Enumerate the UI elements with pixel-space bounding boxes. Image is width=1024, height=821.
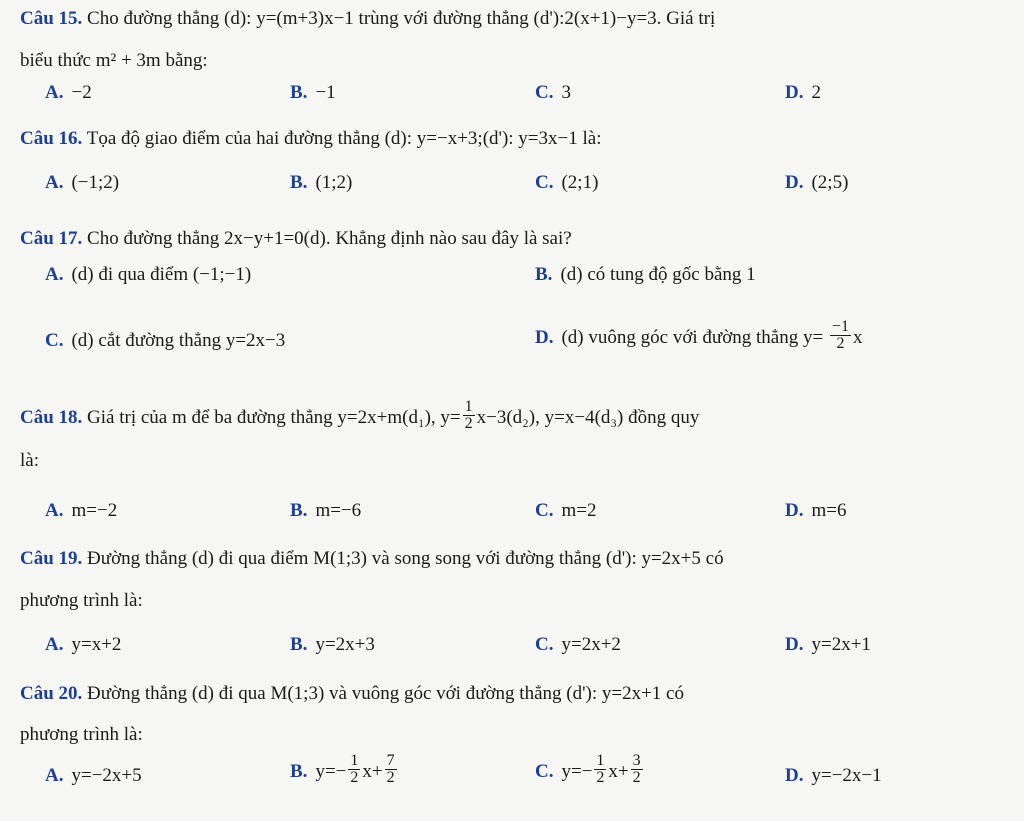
question-text: Đường thẳng (d) đi qua điểm M(1;3) và song song với đường thẳng (d'): y=2x+5 có — [87, 548, 724, 569]
option-b[interactable] — [290, 752, 399, 789]
question-text: x−3(d₂), y=x−4(d₃) đồng quy — [476, 406, 700, 428]
fraction — [348, 753, 360, 786]
option-label: A. — [45, 264, 64, 285]
option-label: C. — [535, 172, 554, 193]
option-value: m=6 — [811, 500, 847, 521]
question-19-line2 — [20, 590, 143, 612]
fraction-numerator: −1 — [831, 318, 849, 335]
question-number: Câu 16. — [20, 128, 83, 149]
option-value: y=−2x+5 — [71, 765, 142, 786]
fraction — [830, 319, 851, 352]
option-value: (d) đi qua điểm (−1;−1) — [71, 264, 252, 285]
option-b[interactable] — [290, 500, 361, 522]
option-value: y=2x+1 — [811, 634, 871, 655]
option-value: m=2 — [561, 500, 597, 521]
option-label: B. — [290, 82, 308, 103]
option-label: C. — [535, 634, 554, 655]
option-label: C. — [535, 82, 554, 103]
question-text: phương trình là: — [20, 724, 143, 745]
fraction — [594, 753, 606, 786]
option-value: m=−2 — [71, 500, 118, 521]
option-a[interactable] — [45, 172, 119, 194]
fraction — [385, 753, 397, 786]
option-label: B. — [290, 634, 308, 655]
option-label: B. — [290, 500, 308, 521]
option-label: D. — [785, 172, 804, 193]
option-value: (d) cắt đường thẳng y=2x−3 — [71, 330, 286, 351]
option-label: A. — [45, 765, 64, 786]
fraction-denominator: 2 — [350, 769, 359, 786]
option-value: (−1;2) — [71, 172, 120, 193]
fraction-denominator: 2 — [836, 335, 845, 352]
fraction-numerator: 3 — [632, 752, 641, 769]
option-value: y=−2x−1 — [811, 765, 882, 786]
option-c[interactable] — [535, 82, 571, 104]
question-text: là: — [20, 450, 39, 471]
option-value: y=2x+2 — [561, 634, 621, 655]
option-d[interactable] — [785, 634, 871, 656]
option-c[interactable] — [535, 752, 645, 789]
fraction-denominator: 2 — [596, 769, 605, 786]
fraction-numerator: 1 — [350, 752, 359, 769]
question-text: biểu thức m² + 3m bằng: — [20, 50, 208, 71]
option-b[interactable] — [290, 82, 336, 104]
fraction — [631, 753, 643, 786]
question-number: Câu 19. — [20, 548, 83, 569]
option-c[interactable] — [535, 172, 598, 194]
option-label: D. — [785, 634, 804, 655]
option-label: B. — [290, 172, 308, 193]
fraction-denominator: 2 — [464, 415, 473, 432]
question-15-line2 — [20, 50, 208, 72]
option-value: (d) vuông góc với đường thẳng y= — [561, 326, 824, 348]
option-label: C. — [535, 500, 554, 521]
fraction-numerator: 7 — [386, 752, 395, 769]
question-number: Câu 18. — [20, 406, 83, 428]
option-value: 2 — [811, 82, 821, 103]
option-value: (2;5) — [811, 172, 849, 193]
option-d[interactable] — [785, 765, 882, 787]
option-label: B. — [290, 760, 308, 782]
option-label: D. — [785, 500, 804, 521]
question-20 — [20, 683, 684, 705]
option-d[interactable] — [785, 500, 846, 522]
option-value: 3 — [561, 82, 571, 103]
option-d[interactable] — [785, 172, 848, 194]
option-c[interactable] — [535, 500, 596, 522]
option-c[interactable] — [45, 330, 285, 352]
question-16 — [20, 128, 601, 150]
option-b[interactable] — [290, 634, 375, 656]
option-d[interactable] — [785, 82, 821, 104]
option-label: D. — [535, 326, 554, 348]
question-18-line2 — [20, 450, 39, 472]
fraction-numerator: 1 — [464, 398, 473, 415]
question-number: Câu 15. — [20, 8, 83, 29]
question-text: Cho đường thẳng (d): y=(m+3)x−1 trùng với đường thẳng (d'):2(x+1)−y=3. Giá trị — [87, 8, 716, 29]
option-tail: x — [852, 326, 863, 348]
fraction-denominator: 2 — [386, 769, 395, 786]
option-d[interactable] — [535, 318, 863, 355]
question-number: Câu 17. — [20, 228, 83, 249]
option-value: m=−6 — [315, 500, 362, 521]
question-text: Cho đường thẳng 2x−y+1=0(d). Khẳng định nào sau đây là sai? — [87, 228, 572, 249]
option-b[interactable] — [290, 172, 352, 194]
option-label: D. — [785, 82, 804, 103]
option-mid: x+ — [608, 760, 629, 782]
question-text: phương trình là: — [20, 590, 143, 611]
faint-header-text — [480, 0, 950, 4]
option-c[interactable] — [535, 634, 621, 656]
option-value: y=2x+3 — [315, 634, 375, 655]
option-value: −2 — [71, 82, 92, 103]
option-label: C. — [535, 760, 554, 782]
question-18 — [20, 398, 700, 435]
option-value: y=− — [315, 760, 347, 782]
fraction-denominator: 2 — [632, 769, 641, 786]
option-value: −1 — [315, 82, 336, 103]
option-label: D. — [785, 765, 804, 786]
option-value: (1;2) — [315, 172, 353, 193]
fraction — [463, 399, 475, 432]
option-label: A. — [45, 634, 64, 655]
option-a[interactable] — [45, 264, 251, 286]
question-15 — [20, 8, 715, 30]
option-a[interactable] — [45, 500, 117, 522]
option-b[interactable] — [535, 264, 756, 286]
fraction-numerator: 1 — [596, 752, 605, 769]
option-label: C. — [45, 330, 64, 351]
question-19 — [20, 548, 724, 570]
option-value: y=− — [561, 760, 593, 782]
option-a[interactable] — [45, 82, 92, 104]
question-text: Giá trị của m để ba đường thẳng y=2x+m(d₁), y= — [87, 406, 461, 428]
option-a[interactable] — [45, 634, 121, 656]
question-number: Câu 20. — [20, 683, 83, 704]
option-label: A. — [45, 500, 64, 521]
option-value: (2;1) — [561, 172, 599, 193]
question-17 — [20, 228, 572, 250]
option-value: y=x+2 — [71, 634, 122, 655]
option-mid: x+ — [362, 760, 383, 782]
question-20-line2 — [20, 724, 143, 746]
option-label: B. — [535, 264, 553, 285]
option-label: A. — [45, 172, 64, 193]
option-label: A. — [45, 82, 64, 103]
option-value: (d) có tung độ gốc bằng 1 — [560, 264, 756, 285]
question-text: Đường thẳng (d) đi qua M(1;3) và vuông góc với đường thẳng (d'): y=2x+1 có — [87, 683, 684, 704]
question-text: Tọa độ giao điểm của hai đường thẳng (d): y=−x+3;(d'): y=3x−1 là: — [86, 128, 602, 149]
option-a[interactable] — [45, 765, 142, 787]
